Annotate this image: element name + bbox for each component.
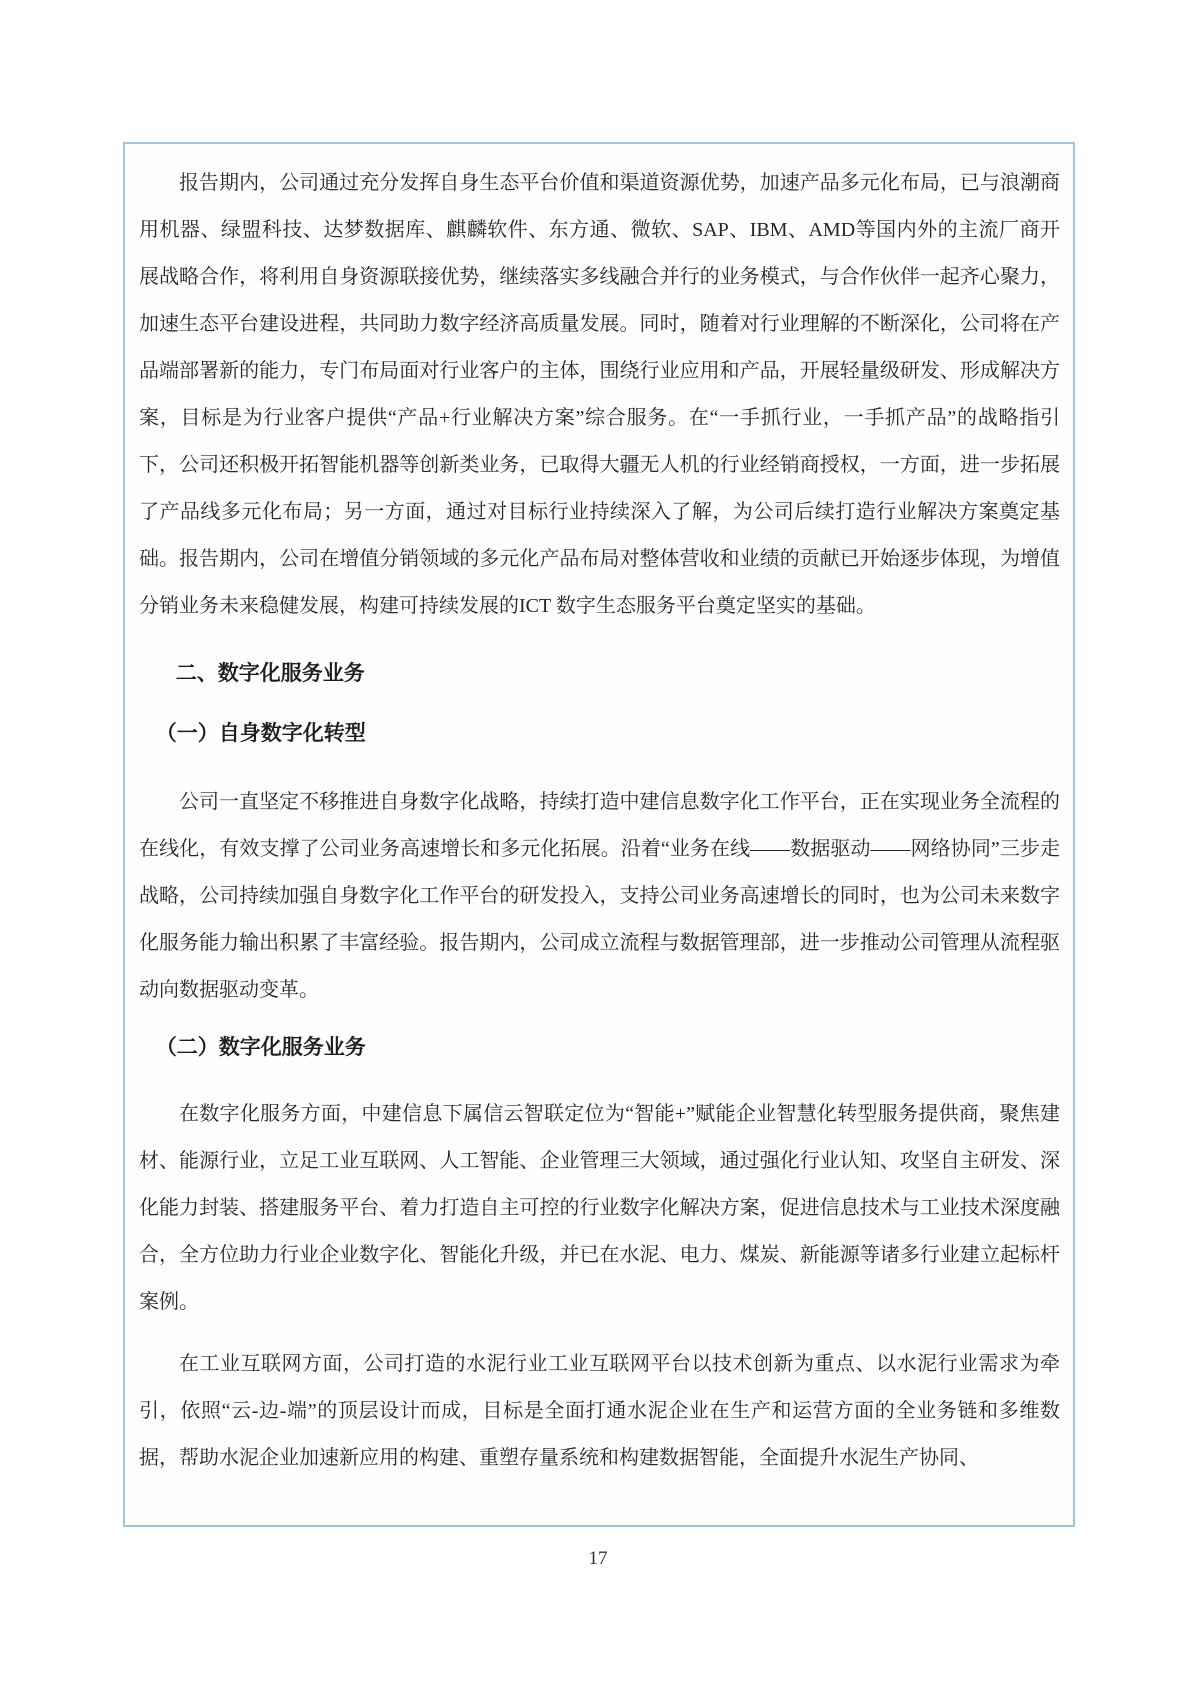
content-frame: [123, 142, 1075, 1527]
paragraph-self-digital-transformation: 公司一直坚定不移推进自身数字化战略，持续打造中建信息数字化工作平台，正在实现业务全流程的在线化，有效支撑了公司业务高速增长和多元化拓展。沿着“业务在线——数据驱动——网络协同”三步走战略，公司持续加强自身数字化工作平台的研发投入，支持公司业务高速增长的同时，也为公司未来数字化服务能力输出积累了丰富经验。报告期内，公司成立流程与数据管理部，进一步推动公司管理从流程驱动向数据驱动变革。: [139, 791, 1060, 1001]
subsection-heading-self-transformation: （一）自身数字化转型: [155, 721, 366, 745]
subsection-heading-digital-service-business: （二）数字化服务业务: [155, 1035, 366, 1059]
page-number: 17: [588, 1548, 608, 1569]
paragraph-industrial-internet: 在工业互联网方面，公司打造的水泥行业工业互联网平台以技术创新为重点、以水泥行业需求为牵引，依照“云-边-端”的顶层设计而成，目标是全面打通水泥企业在生产和运营方面的全业务链和多维数据，帮助水泥企业加速新应用的构建、重塑存量系统和构建数据智能，全面提升水泥生产协同、: [139, 1353, 1060, 1469]
paragraph-digital-service-positioning: 在数字化服务方面，中建信息下属信云智联定位为“智能+”赋能企业智慧化转型服务提供商，聚焦建材、能源行业，立足工业互联网、人工智能、企业管理三大领域，通过强化行业认知、攻坚自主研发、深化能力封装、搭建服务平台、着力打造自主可控的行业数字化解决方案，促进信息技术与工业技术深度融合，全方位助力行业企业数字化、智能化升级，并已在水泥、电力、煤炭、新能源等诸多行业建立起标杆案例。: [139, 1103, 1060, 1313]
section-heading-digital-services: 二、数字化服务业务: [175, 661, 365, 685]
paragraph-ecosystem-overview: 报告期内，公司通过充分发挥自身生态平台价值和渠道资源优势，加速产品多元化布局，已与浪潮商用机器、绿盟科技、达梦数据库、麒麟软件、东方通、微软、SAP、IBM、AMD等国内外的主流厂商开展战略合作，将利用自身资源联接优势，继续落实多线融合并行的业务模式，与合作伙伴一起齐心聚力，加速生态平台建设进程，共同助力数字经济高质量发展。同时，随着对行业理解的不断深化，公司将在产品端部署新的能力，专门布局面对行业客户的主体，围绕行业应用和产品，开展轻量级研发、形成解决方案，目标是为行业客户提供“产品+行业解决方案”综合服务。在“一手抓行业，一手抓产品”的战略指引下，公司还积极开拓智能机器等创新类业务，已取得大疆无人机的行业经销商授权，一方面，进一步拓展了产品线多元化布局；另一方面，通过对目标行业持续深入了解，为公司后续打造行业解决方案奠定基础。报告期内，公司在增值分销领域的多元化产品布局对整体营收和业绩的贡献已开始逐步体现，为增值分销业务未来稳健发展，构建可持续发展的ICT 数字生态服务平台奠定坚实的基础。: [139, 172, 1060, 617]
